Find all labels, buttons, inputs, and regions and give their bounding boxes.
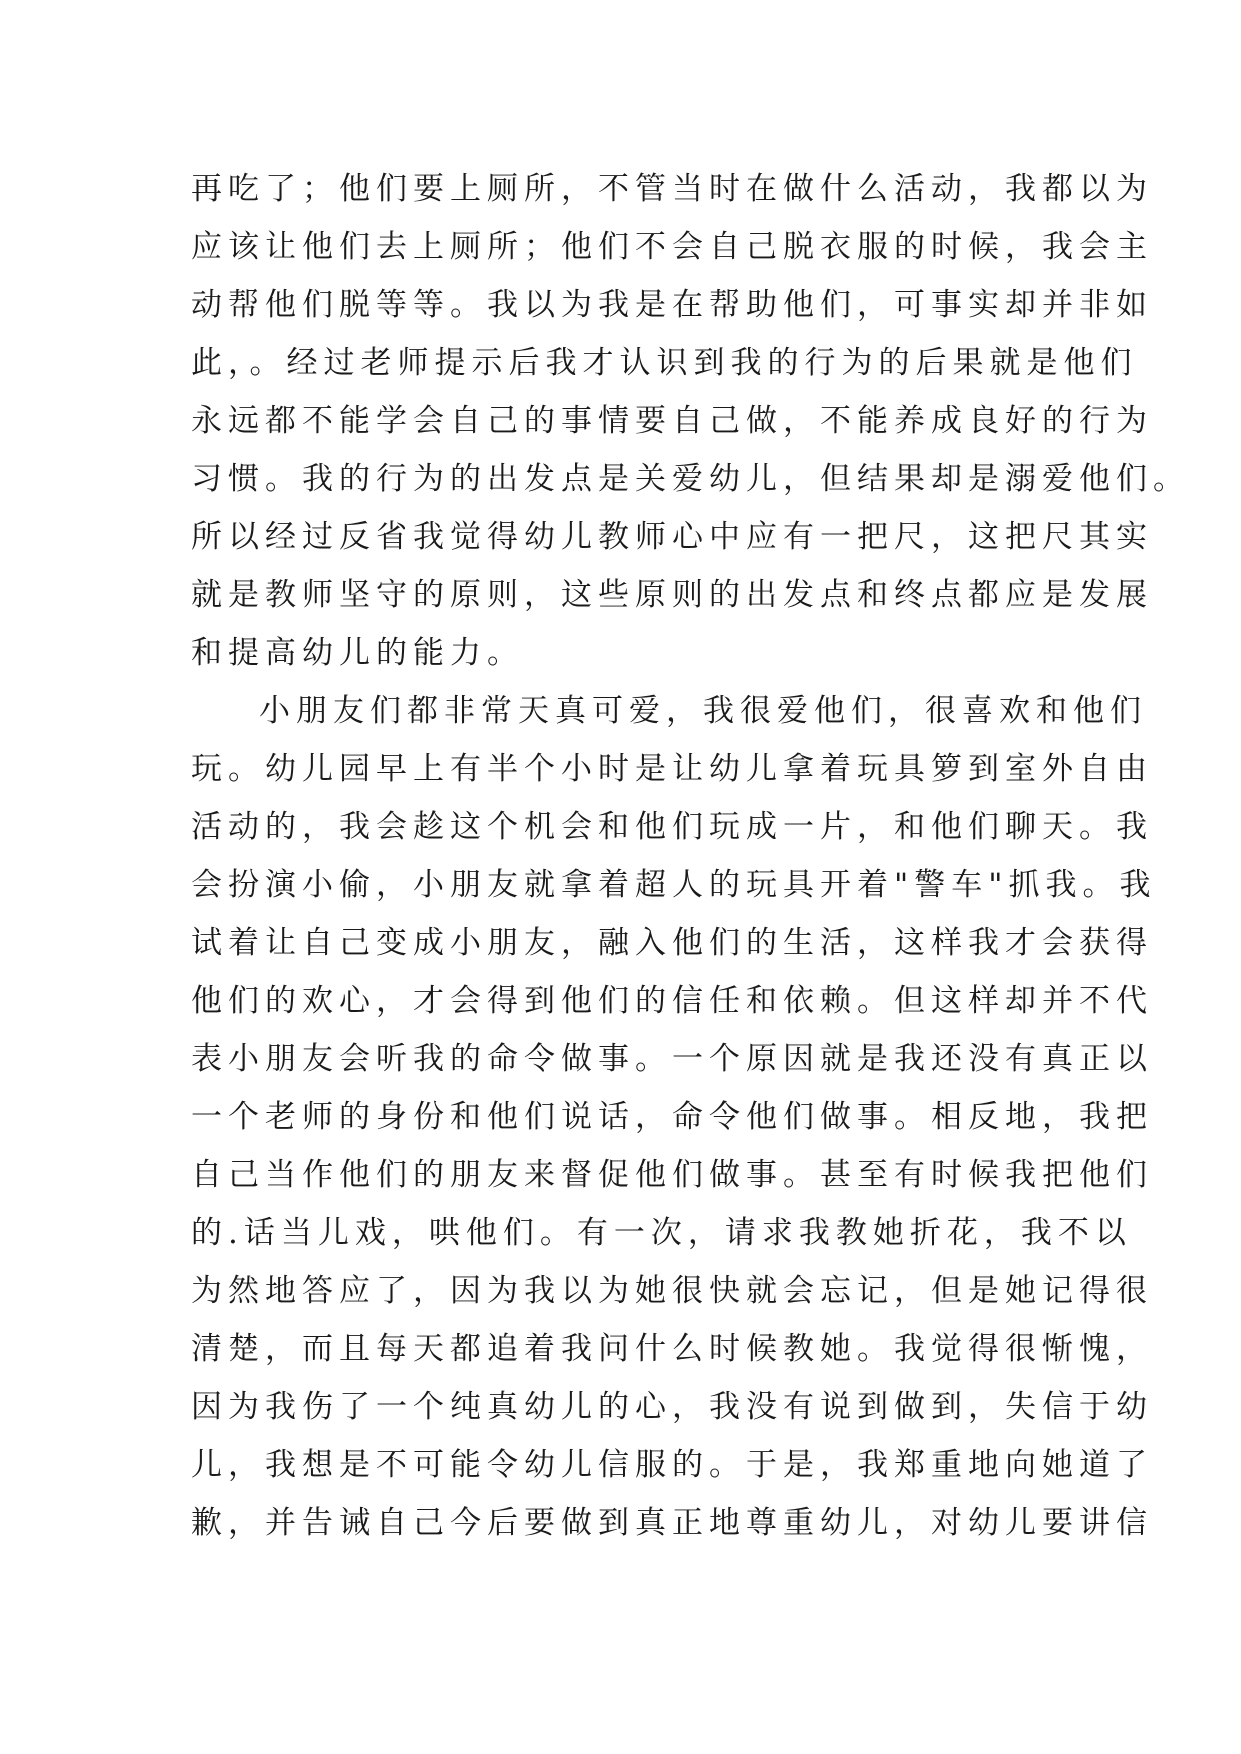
text-line: 应该让他们去上厕所；他们不会自己脱衣服的时候，我会主 xyxy=(191,229,1153,265)
text-line: 所以经过反省我觉得幼儿教师心中应有一把尺，这把尺其实 xyxy=(191,519,1153,555)
paragraph-2 xyxy=(191,682,1157,1552)
text-line: 此，。经过老师提示后我才认识到我的行为的后果就是他们 xyxy=(191,345,1138,381)
text-line: 动帮他们脱等等。我以为我是在帮助他们，可事实却并非如 xyxy=(191,287,1153,323)
text-line: 自己当作他们的朋友来督促他们做事。甚至有时候我把他们 xyxy=(191,1157,1153,1193)
text-line: 就是教师坚守的原则，这些原则的出发点和终点都应是发展 xyxy=(191,577,1153,613)
text-line: 试着让自己变成小朋友，融入他们的生活，这样我才会获得 xyxy=(191,925,1153,961)
text-line: 永远都不能学会自己的事情要自己做，不能养成良好的行为 xyxy=(191,403,1153,439)
text-line: 儿，我想是不可能令幼儿信服的。于是，我郑重地向她道了 xyxy=(191,1447,1153,1483)
text-line: 为然地答应了，因为我以为她很快就会忘记，但是她记得很 xyxy=(191,1273,1153,1309)
text-line: 一个老师的身份和他们说话，命令他们做事。相反地，我把 xyxy=(191,1099,1153,1135)
text-line: 歉，并告诫自己今后要做到真正地尊重幼儿，对幼儿要讲信 xyxy=(191,1505,1153,1541)
text-line: 小朋友们都非常天真可爱，我很爱他们，很喜欢和他们 xyxy=(259,693,1147,729)
text-line: 他们的欢心，才会得到他们的信任和依赖。但这样却并不代 xyxy=(191,983,1153,1019)
text-line: 习惯。我的行为的出发点是关爱幼儿，但结果却是溺爱他们。 xyxy=(191,461,1190,497)
text-line: 会扮演小偷，小朋友就拿着超人的玩具开着"警车"抓我。我 xyxy=(191,867,1157,903)
paragraph-1 xyxy=(191,160,1190,682)
text-line: 表小朋友会听我的命令做事。一个原因就是我还没有真正以 xyxy=(191,1041,1153,1077)
text-line: 的.话当儿戏，哄他们。有一次，请求我教她折花，我不以 xyxy=(191,1215,1132,1251)
text-line: 活动的，我会趁这个机会和他们玩成一片，和他们聊天。我 xyxy=(191,809,1153,845)
text-line: 因为我伤了一个纯真幼儿的心，我没有说到做到，失信于幼 xyxy=(191,1389,1153,1425)
text-line: 再吃了；他们要上厕所，不管当时在做什么活动，我都以为 xyxy=(191,171,1153,207)
text-line: 和提高幼儿的能力。 xyxy=(191,635,524,671)
body-text xyxy=(191,160,1190,1552)
text-line: 清楚，而且每天都追着我问什么时候教她。我觉得很惭愧， xyxy=(191,1331,1153,1367)
text-line: 玩。幼儿园早上有半个小时是让幼儿拿着玩具箩到室外自由 xyxy=(191,751,1153,787)
